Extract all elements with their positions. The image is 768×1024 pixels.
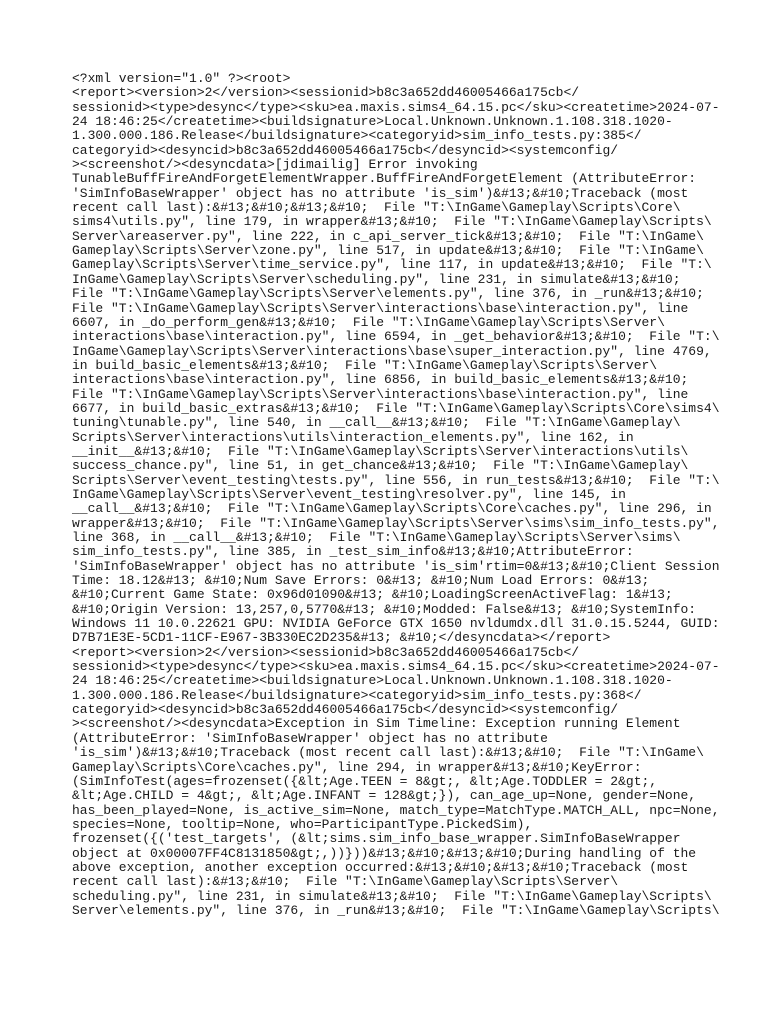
xml-log-text — [72, 71, 720, 918]
log-line: __init__&#13;&#10; File "T:\InGame\Gameplay\Scripts\Server\interactions\utils\ — [72, 443, 689, 459]
log-line: 1.300.000.186.Release</buildsignature><categoryid>sim_info_tests.py:385</ — [72, 128, 642, 144]
log-line: 24 18:46:25</createtime><buildsignature>Local.Unknown.Unknown.1.108.318.1020- — [72, 114, 673, 130]
log-line: above exception, another exception occurred:&#13;&#10;&#13;&#10;Traceback (most — [72, 859, 689, 875]
log-line: Gameplay\Scripts\Server\zone.py", line 517, in update&#13;&#10; File "T:\InGame\ — [72, 243, 704, 259]
log-line: wrapper&#13;&#10; File "T:\InGame\Gameplay\Scripts\Server\sims\sim_info_tests.py", — [72, 515, 720, 531]
log-line: 6607, in _do_perform_gen&#13;&#10; File "T:\InGame\Gameplay\Scripts\Server\ — [72, 314, 665, 330]
log-line: File "T:\InGame\Gameplay\Scripts\Server\interactions\base\interaction.py", line — [72, 300, 689, 316]
log-line: 24 18:46:25</createtime><buildsignature>Local.Unknown.Unknown.1.108.318.1020- — [72, 673, 673, 689]
log-line: <?xml version="1.0" ?><root> — [72, 71, 291, 86]
log-line: recent call last):&#13;&#10; File "T:\InGame\Gameplay\Scripts\Server\ — [72, 874, 619, 890]
log-line: frozenset({('test_targets', (&lt;sims.sim_info_base_wrapper.SimInfoBaseWrapper — [72, 831, 681, 847]
log-line: &lt;Age.CHILD = 4&gt;, &lt;Age.INFANT = 128&gt;}), can_age_up=None, gender=None, — [72, 788, 697, 804]
log-line: scheduling.py", line 231, in simulate&#13;&#10; File "T:\InGame\Gameplay\Scripts\ — [72, 888, 712, 904]
log-line: InGame\Gameplay\Scripts\Server\interactions\base\super_interaction.py", line 4769, — [72, 343, 712, 359]
log-line: File "T:\InGame\Gameplay\Scripts\Server\interactions\base\interaction.py", line — [72, 386, 689, 402]
log-line: File "T:\InGame\Gameplay\Scripts\Server\elements.py", line 376, in _run&#13;&#10; — [72, 286, 704, 302]
log-line: Scripts\Server\interactions\utils\interaction_elements.py", line 162, in — [72, 429, 634, 445]
log-line: in build_basic_elements&#13;&#10; File "T:\InGame\Gameplay\Scripts\Server\ — [72, 357, 658, 373]
log-line: 1.300.000.186.Release</buildsignature><categoryid>sim_info_tests.py:368</ — [72, 687, 642, 703]
log-line: Gameplay\Scripts\Core\caches.py", line 294, in wrapper&#13;&#10;KeyError: — [72, 759, 642, 775]
log-line: sims4\utils.py", line 179, in wrapper&#13;&#10; File "T:\InGame\Gameplay\Scripts\ — [72, 214, 712, 230]
log-line: categoryid><desyncid>b8c3a652dd46005466a175cb</desyncid><systemconfig/ — [72, 142, 619, 158]
log-line: 'SimInfoBaseWrapper' object has no attribute 'is_sim')&#13;&#10;Traceback (most — [72, 185, 689, 201]
log-line: (SimInfoTest(ages=frozenset({&lt;Age.TEEN = 8&gt;, &lt;Age.TODDLER = 2&gt;, — [72, 773, 658, 789]
log-line: recent call last):&#13;&#10;&#13;&#10; File "T:\InGame\Gameplay\Scripts\Core\ — [72, 200, 681, 216]
log-line: InGame\Gameplay\Scripts\Server\event_testing\resolver.py", line 145, in — [72, 486, 626, 502]
log-line: species=None, tooltip=None, who=ParticipantType.PickedSim), — [72, 816, 533, 832]
log-line: ><screenshot/><desyncdata>[jdimailig] Error invoking — [72, 157, 478, 173]
log-line: success_chance.py", line 51, in get_chance&#13;&#10; File "T:\InGame\Gameplay\ — [72, 458, 689, 474]
log-line: <report><version>2</version><sessionid>b8c3a652dd46005466a175cb</ — [72, 85, 580, 101]
log-line: interactions\base\interaction.py", line 6856, in build_basic_elements&#13;&#10; — [72, 372, 689, 388]
log-line: <report><version>2</version><sessionid>b8c3a652dd46005466a175cb</ — [72, 644, 580, 660]
log-line: 'is_sim')&#13;&#10;Traceback (most recent call last):&#13;&#10; File "T:\InGame\ — [72, 745, 704, 761]
log-line: Gameplay\Scripts\Server\time_service.py", line 117, in update&#13;&#10; File "T:\ — [72, 257, 712, 273]
log-line: sim_info_tests.py", line 385, in _test_sim_info&#13;&#10;AttributeError: — [72, 544, 634, 560]
log-line: sessionid><type>desync</type><sku>ea.maxis.sims4_64.15.pc</sku><createtime>2024-07- — [72, 659, 720, 675]
log-line: TunableBuffFireAndForgetElementWrapper.BuffFireAndForgetElement (AttributeError: — [72, 171, 697, 187]
log-line: categoryid><desyncid>b8c3a652dd46005466a175cb</desyncid><systemconfig/ — [72, 702, 619, 718]
log-line: Server\areaserver.py", line 222, in c_api_server_tick&#13;&#10; File "T:\InGame\ — [72, 228, 704, 244]
log-line: &#10;Current Game State: 0x96d01090&#13; &#10;LoadingScreenActiveFlag: 1&#13; — [72, 587, 673, 603]
log-line: ><screenshot/><desyncdata>Exception in Sim Timeline: Exception running Element — [72, 716, 681, 732]
log-line: Scripts\Server\event_testing\tests.py", line 556, in run_tests&#13;&#10; File "T:\ — [72, 472, 720, 488]
log-line: object at 0x00007FF4C8131850&gt;,))}))&#13;&#10;&#13;&#10;During handling of the — [72, 845, 697, 861]
log-line: InGame\Gameplay\Scripts\Server\scheduling.py", line 231, in simulate&#13;&#10; — [72, 271, 681, 287]
log-line: Windows 11 10.0.22621 GPU: NVIDIA GeForce GTX 1650 nvldumdx.dll 31.0.15.5244, GUID: — [72, 616, 720, 632]
log-line: &#10;Origin Version: 13,257,0,5770&#13; &#10;Modded: False&#13; &#10;SystemInfo: — [72, 601, 697, 617]
log-line: __call__&#13;&#10; File "T:\InGame\Gameplay\Scripts\Core\caches.py", line 296, in — [72, 501, 712, 517]
log-line: 6677, in build_basic_extras&#13;&#10; File "T:\InGame\Gameplay\Scripts\Core\sims4\ — [72, 400, 720, 416]
log-line: Server\elements.py", line 376, in _run&#13;&#10; File "T:\InGame\Gameplay\Scripts\ — [72, 902, 720, 918]
log-line: D7B71E3E-5CD1-11CF-E967-3B330EC2D235&#13; &#10;</desyncdata></report> — [72, 630, 611, 646]
log-line: (AttributeError: 'SimInfoBaseWrapper' object has no attribute — [72, 730, 548, 746]
log-line: line 368, in __call__&#13;&#10; File "T:\InGame\Gameplay\Scripts\Server\sims\ — [72, 530, 681, 545]
log-line: sessionid><type>desync</type><sku>ea.maxis.sims4_64.15.pc</sku><createtime>2024-07- — [72, 99, 720, 115]
log-line: has_been_played=None, is_active_sim=None, match_type=MatchType.MATCH_ALL, npc=None, — [72, 802, 720, 818]
log-line: 'SimInfoBaseWrapper' object has no attribute 'is_sim'rtim=0&#13;&#10;Client Session — [72, 558, 720, 574]
log-line: tuning\tunable.py", line 540, in __call__&#13;&#10; File "T:\InGame\Gameplay\ — [72, 415, 681, 431]
log-line: interactions\base\interaction.py", line 6594, in _get_behavior&#13;&#10; File "T:\ — [72, 329, 720, 345]
log-line: Time: 18.12&#13; &#10;Num Save Errors: 0&#13; &#10;Num Load Errors: 0&#13; — [72, 573, 650, 589]
